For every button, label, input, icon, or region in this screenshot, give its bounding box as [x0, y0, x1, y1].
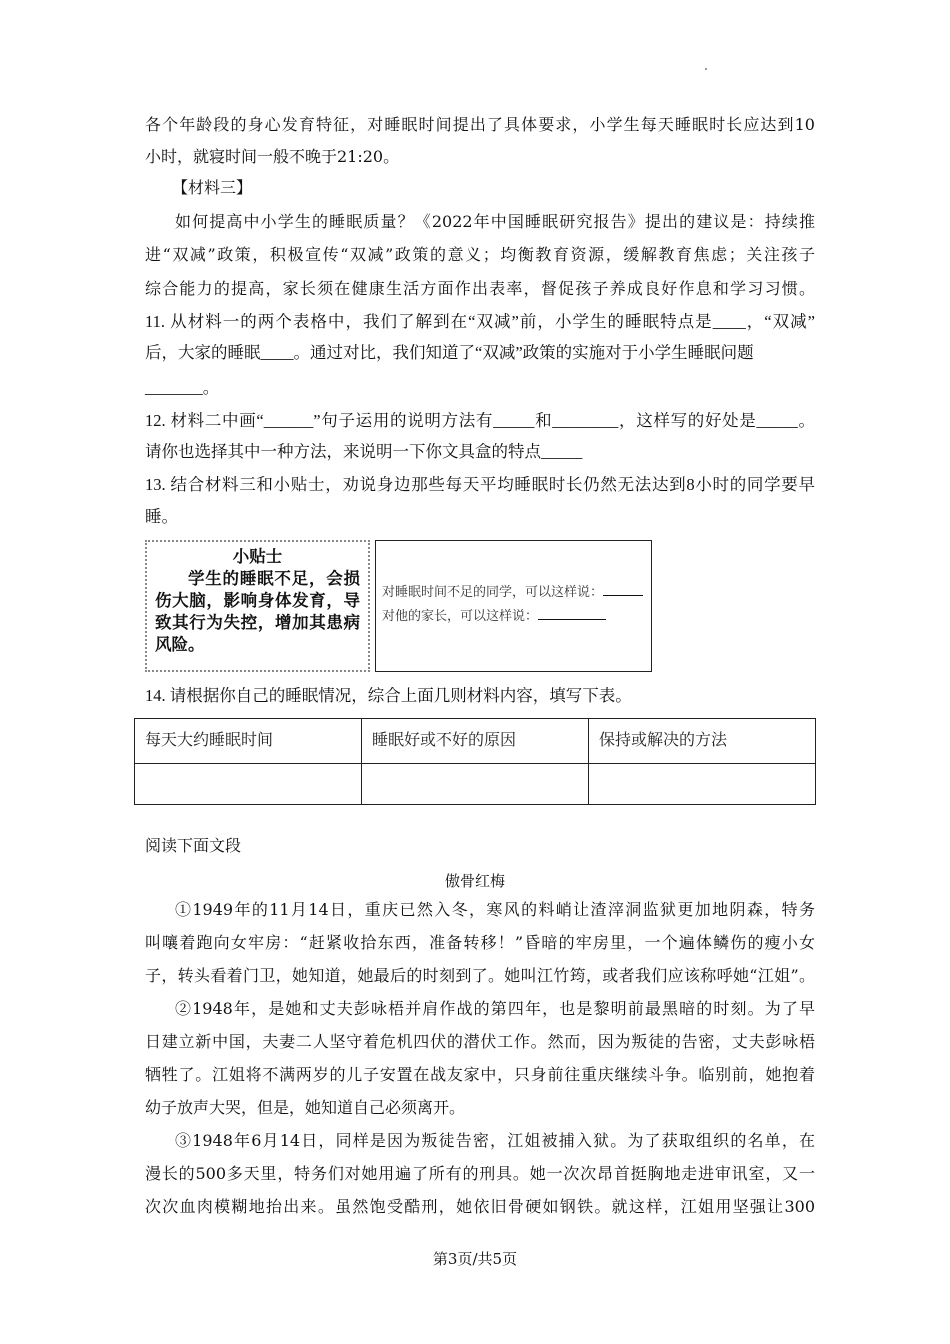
answer-blank[interactable]	[603, 583, 643, 596]
material3-line: 综合能力的提高，家长须在健康生活方面作出表率，督促孩子养成良好作息和学习习惯。	[145, 279, 815, 298]
answer-blank[interactable]	[538, 607, 606, 620]
question-13: 13. 结合材料三和小贴士，劝说身边那些每天平均睡眠时长仍然无法达到8小时的同学要早	[145, 475, 815, 494]
material2-line: 各个年龄段的身心发育特征，对睡眠时间提出了具体要求，小学生每天睡眠时长应达到10	[145, 115, 815, 134]
passage-line: 日建立新中国，夫妻二人坚守着危机四伏的潜伏工作。然而，因为叛徒的告密，丈夫彭咏梧	[145, 1032, 815, 1051]
question-12: 请你也选择其中一种方法，来说明一下你文具盒的特点_____	[145, 442, 583, 461]
material2-line: 小时，就寝时间一般不晚于21:20。	[145, 147, 400, 166]
tip-title: 小贴士	[232, 547, 283, 566]
answer-box	[375, 540, 652, 672]
passage-line: 次次血肉模糊地抬出来。虽然饱受酷刑，她依旧骨硬如钢铁。就这样，江姐用坚强让300	[145, 1197, 815, 1216]
answer-prompt-parent: 对他的家长，可以这样说：	[382, 609, 539, 624]
tip-body: 学生的睡眠不足，会损伤大脑，影响身体发育，导致其行为失控，增加其患病风险。	[155, 569, 360, 654]
page-footer: 第3页/共5页	[432, 1250, 518, 1268]
passage-line: 漫长的500多天里，特务们对她用遍了所有的刑具。她一次次昂首挺胸地走进审讯室，又一	[145, 1164, 815, 1183]
question-11: _______。	[145, 378, 220, 397]
material3-heading: 【材料三】	[172, 178, 253, 197]
passage-line: ③1948年6月14日，同样是因为叛徒告密，江姐被捕入狱。为了获取组织的名单，在	[175, 1131, 815, 1150]
question-11: 11. 从材料一的两个表格中，我们了解到在“双减”前，小学生的睡眠特点是____，“双减”	[145, 312, 815, 331]
table-cell[interactable]	[589, 764, 816, 805]
question-13: 睡。	[145, 507, 178, 526]
question-12: 12. 材料二中画“______”句子运用的说明方法有_____和________，这样写的好处是_____。	[145, 411, 815, 430]
question-11: 后，大家的睡眠____。通过对比，我们知道了“双减”政策的实施对于小学生睡眠问题	[145, 343, 754, 362]
passage-title: 傲骨红梅	[444, 872, 505, 890]
answer-prompt-classmate: 对睡眠时间不足的同学，可以这样说：	[382, 585, 604, 600]
passage-line: ②1948年，是她和丈夫彭咏梧并肩作战的第四年，也是黎明前最黑暗的时刻。为了早	[175, 999, 815, 1018]
reading-intro: 阅读下面文段	[145, 836, 242, 855]
scan-dot	[705, 68, 707, 70]
table-header: 保持或解决的方法	[589, 719, 816, 764]
passage-line: 幼子放声大哭，但是，她知道自己必须离开。	[145, 1098, 466, 1117]
table-cell[interactable]	[362, 764, 589, 805]
passage-line: 子，转头看着门卫，她知道，她最后的时刻到了。她叫江竹筠，或者我们应该称呼她“江姐”。	[145, 966, 815, 985]
table-header: 睡眠好或不好的原因	[362, 719, 589, 764]
tip-box	[145, 540, 370, 672]
passage-line: ①1949年的11月14日，重庆已然入冬，寒风的料峭让渣滓洞监狱更加地阴森，特务	[175, 900, 815, 919]
table-cell[interactable]	[135, 764, 362, 805]
material3-line: 如何提高中小学生的睡眠质量？《2022年中国睡眠研究报告》提出的建议是：持续推	[175, 212, 815, 231]
passage-line: 牺牲了。江姐将不满两岁的儿子安置在战友家中，只身前往重庆继续斗争。临别前，她抱着	[145, 1065, 815, 1084]
table-header: 每天大约睡眠时间	[135, 719, 362, 764]
sleep-table	[134, 718, 816, 805]
question-14: 14. 请根据你自己的睡眠情况，综合上面几则材料内容，填写下表。	[145, 686, 632, 705]
passage-line: 叫嚷着跑向女牢房：“赶紧收拾东西，准备转移！”昏暗的牢房里，一个遍体鳞伤的瘦小女	[145, 933, 815, 952]
material3-line: 进“双减”政策，积极宣传“双减”政策的意义；均衡教育资源，缓解教育焦虑；关注孩子	[145, 245, 815, 264]
